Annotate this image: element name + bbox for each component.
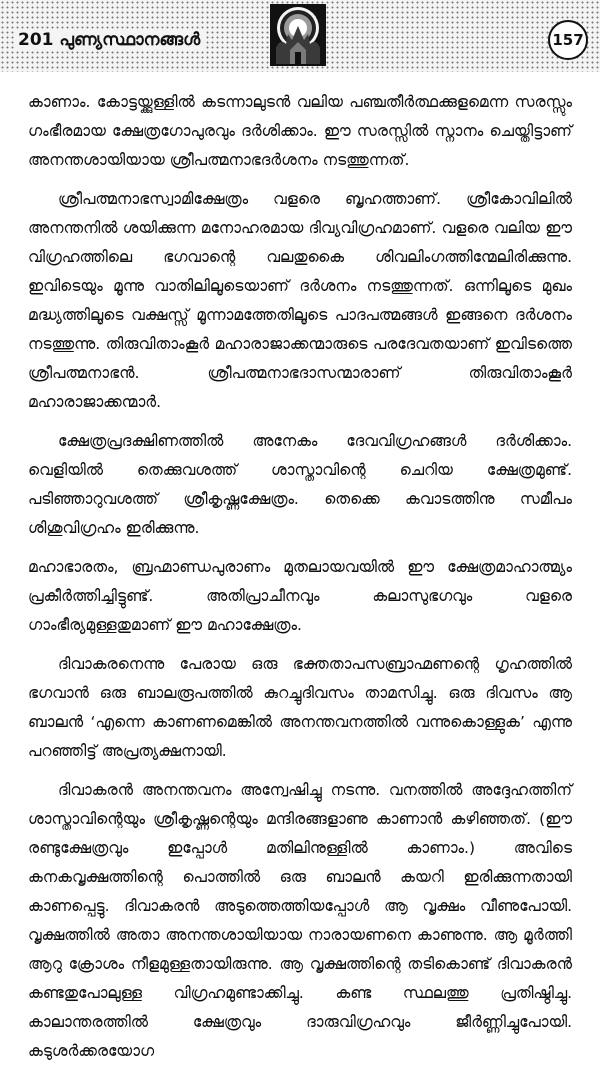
paragraph: കാണാം. കോട്ടയ്ക്കുള്ളിൽ കടന്നാലുടൻ വലിയ പഞ്ചതീർത്ഥക്കുളമെന്ന സരസ്സും ഗംഭീരമായ ക്ഷേത്രഗോപുരവും ദർശിക്കാം. ഈ സരസ്സിൽ സ്നാനം ചെയ്തിട്ടാണ് അനന്തശായിയായ ശ്രീപത്മനാഭദർശനം നടത്തുന്നത്. — [28, 93, 572, 169]
temple-emblem-icon — [270, 4, 326, 66]
paragraph: ശ്രീപത്മനാഭസ്വാമിക്ഷേത്രം വളരെ ബൃഹത്താണ്. ശ്രീകോവിലിൽ അനന്തനിൽ ശയിക്കുന്ന മനോഹരമായ ദിവ്യവിഗ്രഹമാണ്. വളരെ വലിയ ഈ വിഗ്രഹത്തിലെ ഭഗവാന്റെ വലതുകൈ ശിവലിംഗത്തിന്മേലിരിക്കുന്നു. ഇവിടെയും മൂന്നു വാതിലിലൂടെയാണ് ദർശനം നടത്തുന്നത്. ഒന്നിലൂടെ മുഖം മദ്ധ്യത്തിലൂടെ വക്ഷസ്സ് മൂന്നാമത്തേതിലൂടെ പാദപത്മങ്ങൾ ഇങ്ങനെ ദർശനം നടത്തുന്നു. തിരുവിതാംകൂർ മഹാരാജാക്കന്മാരുടെ പരദേവതയാണ് ഇവിടത്തെ ശ്രീപത്മനാഭൻ. ശ്രീപത്മനാഭദാസന്മാരാണ് തിരുവിതാംകൂർ മഹാരാജാക്കന്മാർ. — [28, 190, 572, 411]
paragraph: ദിവാകരനെന്നു പേരായ ഒരു ഭക്തതാപസബ്രാഹ്മണന്റെ ഗൃഹത്തിൽ ഭഗവാൻ ഒരു ബാലരൂപത്തിൽ കുറച്ചുദിവസം താമസിച്ചു. ഒരു ദിവസം ആ ബാലൻ ‘എന്നെ കാണണമെങ്കിൽ അനന്തവനത്തിൽ വന്നുകൊള്ളുക’ എന്നു പറഞ്ഞിട്ട് അപ്രത്യക്ഷനായി. — [28, 655, 572, 760]
running-title: 201 പുണ്യസ്ഥാനങ്ങൾ — [14, 30, 204, 50]
paragraph: ക്ഷേത്രപ്രദക്ഷിണത്തിൽ അനേകം ദേവവിഗ്രഹങ്ങൾ ദർശിക്കാം. വെളിയിൽ തെക്കുവശത്ത് ശാസ്താവിന്റെ ചെറിയ ക്ഷേത്രമുണ്ട്. പടിഞ്ഞാറുവശത്ത് ശ്രീകൃഷ്ണക്ഷേത്രം. തെക്കെ കവാടത്തിനു സമീപം ശിശുവിഗ്രഹം ഇരിക്കുന്നു. — [28, 432, 572, 537]
paragraph: ദിവാകരൻ അനന്തവനം അന്വേഷിച്ചു നടന്നു. വനത്തിൽ അദ്ദേഹത്തിന് ശാസ്താവിന്റെയും ശ്രീകൃഷ്ണന്റെയും മന്ദിരങ്ങളാണു കാണാൻ കഴിഞ്ഞത്. (ഈ രണ്ടുക്ഷേത്രവും ഇപ്പോൾ മതിലിനുള്ളിൽ കാണാം.) അവിടെ കനകവൃക്ഷത്തിന്റെ പൊത്തിൽ ഒരു ബാലൻ കയറി ഇരിക്കുന്നതായി കാണപ്പെട്ടു. ദിവാകരൻ അടുത്തെത്തിയപ്പോൾ ആ വൃക്ഷം വീണുപോയി. വൃക്ഷത്തിൽ അതാ അനന്തശായിയായ നാരായണനെ കാണുന്നു. ആ മൂർത്തി ആറു ക്രോശം നീളമുള്ളതായിരുന്നു. ആ വൃക്ഷത്തിന്റെ തടികൊണ്ട് ദിവാകരൻ കണ്ടതുപോലുള്ള വിഗ്രഹമുണ്ടാക്കിച്ചു. കണ്ട സ്ഥലത്തു പ്രതിഷ്ഠിച്ചു. കാലാന്തരത്തിൽ ക്ഷേത്രവും ദാരുവിഗ്രഹവും ജീർണ്ണിച്ചുപോയി. കടുശർക്കരയോഗ — [28, 781, 572, 1060]
paragraph: മഹാഭാരതം, ബ്രഹ്മാണ്ഡപുരാണം മുതലായവയിൽ ഈ ക്ഷേത്രമാഹാത്മ്യം പ്രകീർത്തിച്ചിട്ടുണ്ട്. അതിപ്രാചീനവും കലാസുഭഗവും വളരെ ഗാംഭീര്യമുള്ളതുമാണ് ഈ മഹാക്ഷേത്രം. — [28, 558, 572, 634]
body-text — [28, 88, 572, 1060]
page-number: 157 — [548, 20, 588, 60]
page-header — [0, 0, 600, 72]
